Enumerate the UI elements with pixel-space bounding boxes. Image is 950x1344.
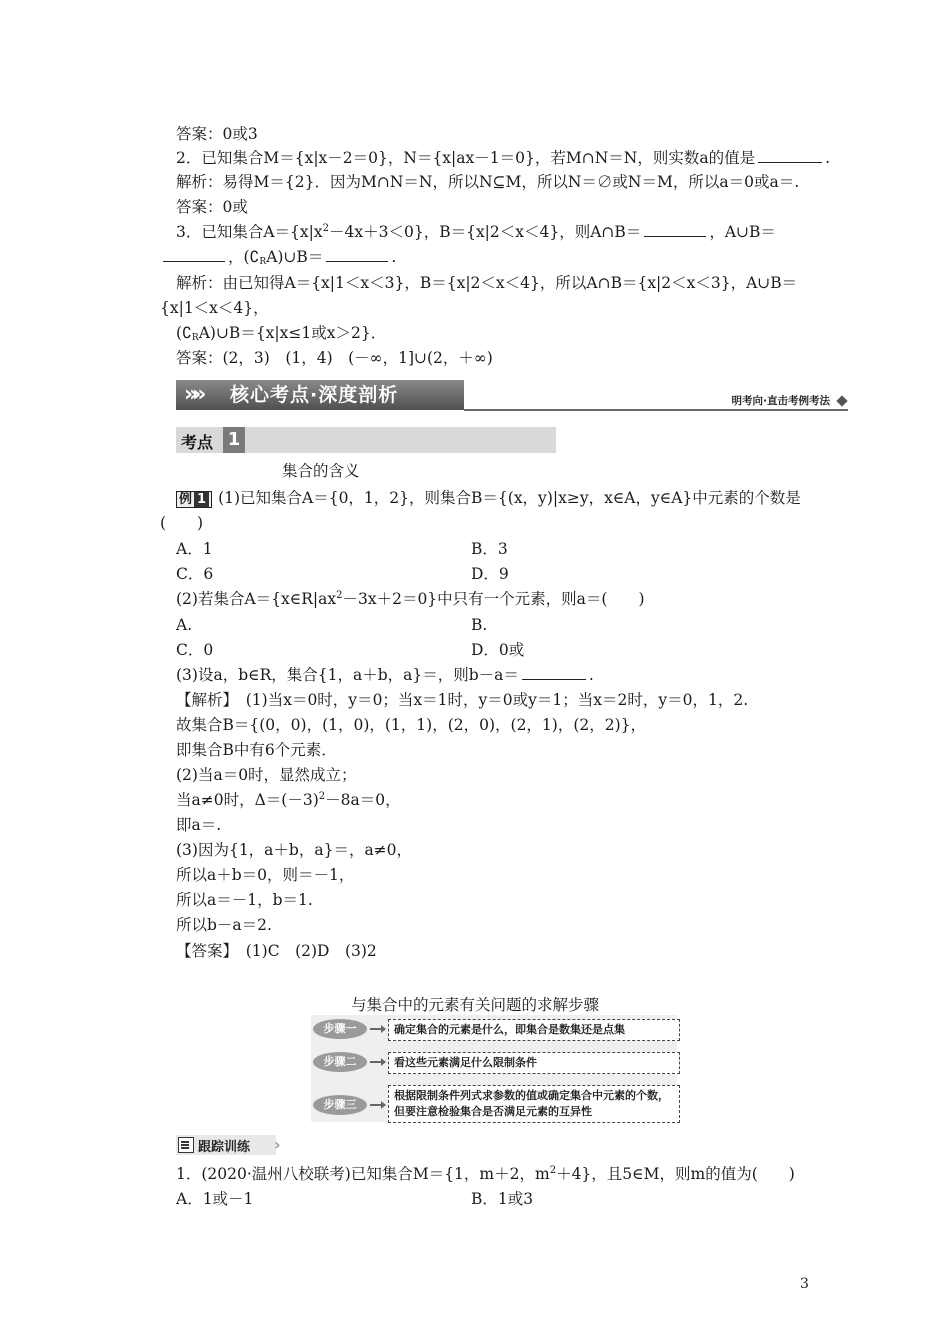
- superscript: 2: [318, 791, 326, 802]
- question-2-text: 2．已知集合M＝{x|x－2＝0}，N＝{x|ax－1＝0}，若M∩N＝N，则实数a的值是: [176, 149, 756, 167]
- question-3-solution-2: {x|1＜x＜4}，: [160, 299, 269, 317]
- solution-line: 所以a＋b＝0，则＝－1，: [176, 866, 355, 884]
- example-part-2: [176, 588, 645, 610]
- option-d: D．0或: [471, 641, 525, 659]
- training-question-text-b: ＋4}，且5∈M，则m的值为( ): [556, 1165, 795, 1183]
- solution-line: (3)因为{1，a＋b，a}＝，a≠0，: [176, 841, 413, 859]
- step-box: 确定集合的元素是什么，即集合是数集还是点集: [388, 1019, 680, 1041]
- step-box: 根据限制条件列式求参数的值或确定集合中元素的个数，但要注意检验集合是否满足元素的互异性: [388, 1085, 680, 1123]
- question-3-text-b: －4x＋3＜0}，B＝{x|2＜x＜4}，则A∩B＝: [329, 223, 642, 241]
- question-2: 2．已知集合M＝{x|x－2＝0}，N＝{x|ax－1＝0}，若M∩N＝N，则实数a的值是 .: [176, 149, 831, 167]
- solution-line: 所以a＝－1，b＝1.: [176, 891, 313, 909]
- kaodian-number: 1: [223, 427, 245, 453]
- question-3-answer: 答案：(2，3) (1，4) (－∞，1]∪(2，＋∞): [176, 349, 493, 367]
- banner-underline: [464, 409, 848, 411]
- kaodian-bar: [176, 427, 556, 453]
- solution-text-b: A)∪B＝{x|x≤1或x＞2}．: [198, 324, 387, 342]
- question-3-text-e: A)∪B＝: [266, 248, 324, 266]
- training-question-text-a: 1．(2020·温州八校联考)已知集合M＝{1，m＋2，m: [176, 1165, 550, 1183]
- solution-line: 故集合B＝{(0，0)，(1，0)，(1，1)，(2，0)，(2，1)，(2，2)}，: [176, 716, 647, 734]
- option-a: A．1或－1: [176, 1190, 254, 1208]
- arrow-right-icon: [370, 1104, 382, 1106]
- solution-line: (2)当a＝0时，显然成立；: [176, 766, 357, 784]
- section-banner: [176, 380, 848, 414]
- chevron-icon: »»: [184, 382, 201, 407]
- solution-text-a: (∁: [176, 324, 192, 342]
- example-number: 1: [194, 492, 209, 507]
- page-number: 3: [800, 1276, 809, 1292]
- question-3-solution-1: 解析：由已知得A＝{x|1＜x＜3}，B＝{x|2＜x＜4}，所以A∩B＝{x|2＜x＜3}，A∪B＝: [176, 274, 798, 292]
- option-b: B．1或3: [471, 1190, 534, 1208]
- example-tag: [176, 491, 212, 508]
- subscript: R: [259, 257, 267, 267]
- diamond-icon: [836, 395, 847, 406]
- superscript: 2: [549, 1165, 557, 1176]
- step-box: 看这些元素满足什么限制条件: [388, 1052, 680, 1074]
- option-c: C．6: [176, 565, 214, 583]
- solution-line: 所以b－a＝2.: [176, 916, 272, 934]
- blank: [522, 664, 586, 680]
- step-label: 步骤二: [313, 1052, 367, 1072]
- question-2-solution: 解析：易得M＝{2}．因为M∩N＝N，所以N⊆M，所以N＝∅或N＝M，所以a＝0或a＝.: [176, 173, 800, 191]
- question-3-text-f: .: [391, 248, 397, 266]
- option-c: C．0: [176, 641, 214, 659]
- blank: [758, 147, 822, 163]
- superscript: 2: [336, 590, 343, 601]
- option-a: A．1: [176, 540, 213, 558]
- example-part-3-end: .: [588, 666, 594, 684]
- kaodian-topic: 集合的含义: [282, 462, 360, 480]
- notebook-icon: [178, 1137, 194, 1153]
- arrow-right-icon: [370, 1028, 382, 1030]
- option-b: B.: [471, 616, 488, 634]
- solution-line: 即a＝.: [176, 816, 222, 834]
- question-2-answer: 答案：0或: [176, 198, 248, 216]
- training-label: 跟踪训练: [198, 1140, 251, 1155]
- question-3-solution-3: [176, 322, 386, 344]
- step-label: 步骤三: [313, 1095, 367, 1115]
- training-question-1: [176, 1163, 795, 1185]
- option-a: A.: [176, 616, 193, 634]
- solution-text-a: 当a≠0时，Δ＝(－3): [176, 791, 319, 809]
- flowchart-title: 与集合中的元素有关问题的求解步骤: [350, 996, 599, 1014]
- step-label: 步骤一: [313, 1019, 367, 1039]
- option-d: D．9: [471, 565, 509, 583]
- banner-subtitle: 明考向·直击考例考法: [731, 395, 830, 407]
- example-tag-text: 例: [179, 492, 193, 507]
- example-part-3: [176, 664, 594, 686]
- question-3-text-a: 3．已知集合A＝{x|x: [176, 223, 323, 241]
- solution-line: [176, 789, 401, 811]
- kaodian-label: 考点: [181, 433, 214, 452]
- example-part-1-paren: ( ): [160, 514, 204, 532]
- arrow-right-icon: [370, 1061, 382, 1063]
- chevron-right-icon: ›: [274, 1135, 281, 1154]
- banner-title: 核心考点·深度剖析: [230, 384, 399, 406]
- option-b: B．3: [471, 540, 508, 558]
- example-part-2-text-b: －3x＋2＝0}中只有一个元素，则a＝( ): [342, 590, 645, 608]
- answer-line: 【答案】 (1)C (2)D (3)2: [176, 942, 377, 960]
- subscript: R: [191, 333, 199, 343]
- question-3: [176, 221, 776, 243]
- example-part-2-text-a: (2)若集合A＝{x∈R|ax: [176, 590, 337, 608]
- training-header: [176, 1135, 288, 1155]
- example-part-3-text: (3)设a，b∈R，集合{1，a＋b，a}＝，则b－a＝: [176, 666, 519, 684]
- blank: [644, 221, 706, 237]
- blank: [326, 246, 388, 262]
- answer-line: 答案：0或3: [176, 125, 258, 143]
- blank: [163, 246, 225, 262]
- solution-text-b: －8a＝0，: [325, 791, 401, 809]
- question-3-text-c: ，A∪B＝: [709, 223, 776, 241]
- question-3-text-d: ，(∁: [228, 248, 260, 266]
- example-part-1-text: (1)已知集合A＝{0，1，2}，则集合B＝{(x，y)|x≥y，x∈A，y∈A}中元素的个数是: [218, 489, 801, 507]
- example-part-1: [176, 487, 801, 509]
- superscript: 2: [322, 223, 329, 234]
- solution-line: 【解析】 (1)当x＝0时，y＝0；当x＝1时，y＝0或y＝1；当x＝2时，y＝0，1，2.: [176, 691, 749, 709]
- solution-line: 即集合B中有6个元素．: [176, 741, 337, 759]
- question-3-cont: [160, 246, 396, 268]
